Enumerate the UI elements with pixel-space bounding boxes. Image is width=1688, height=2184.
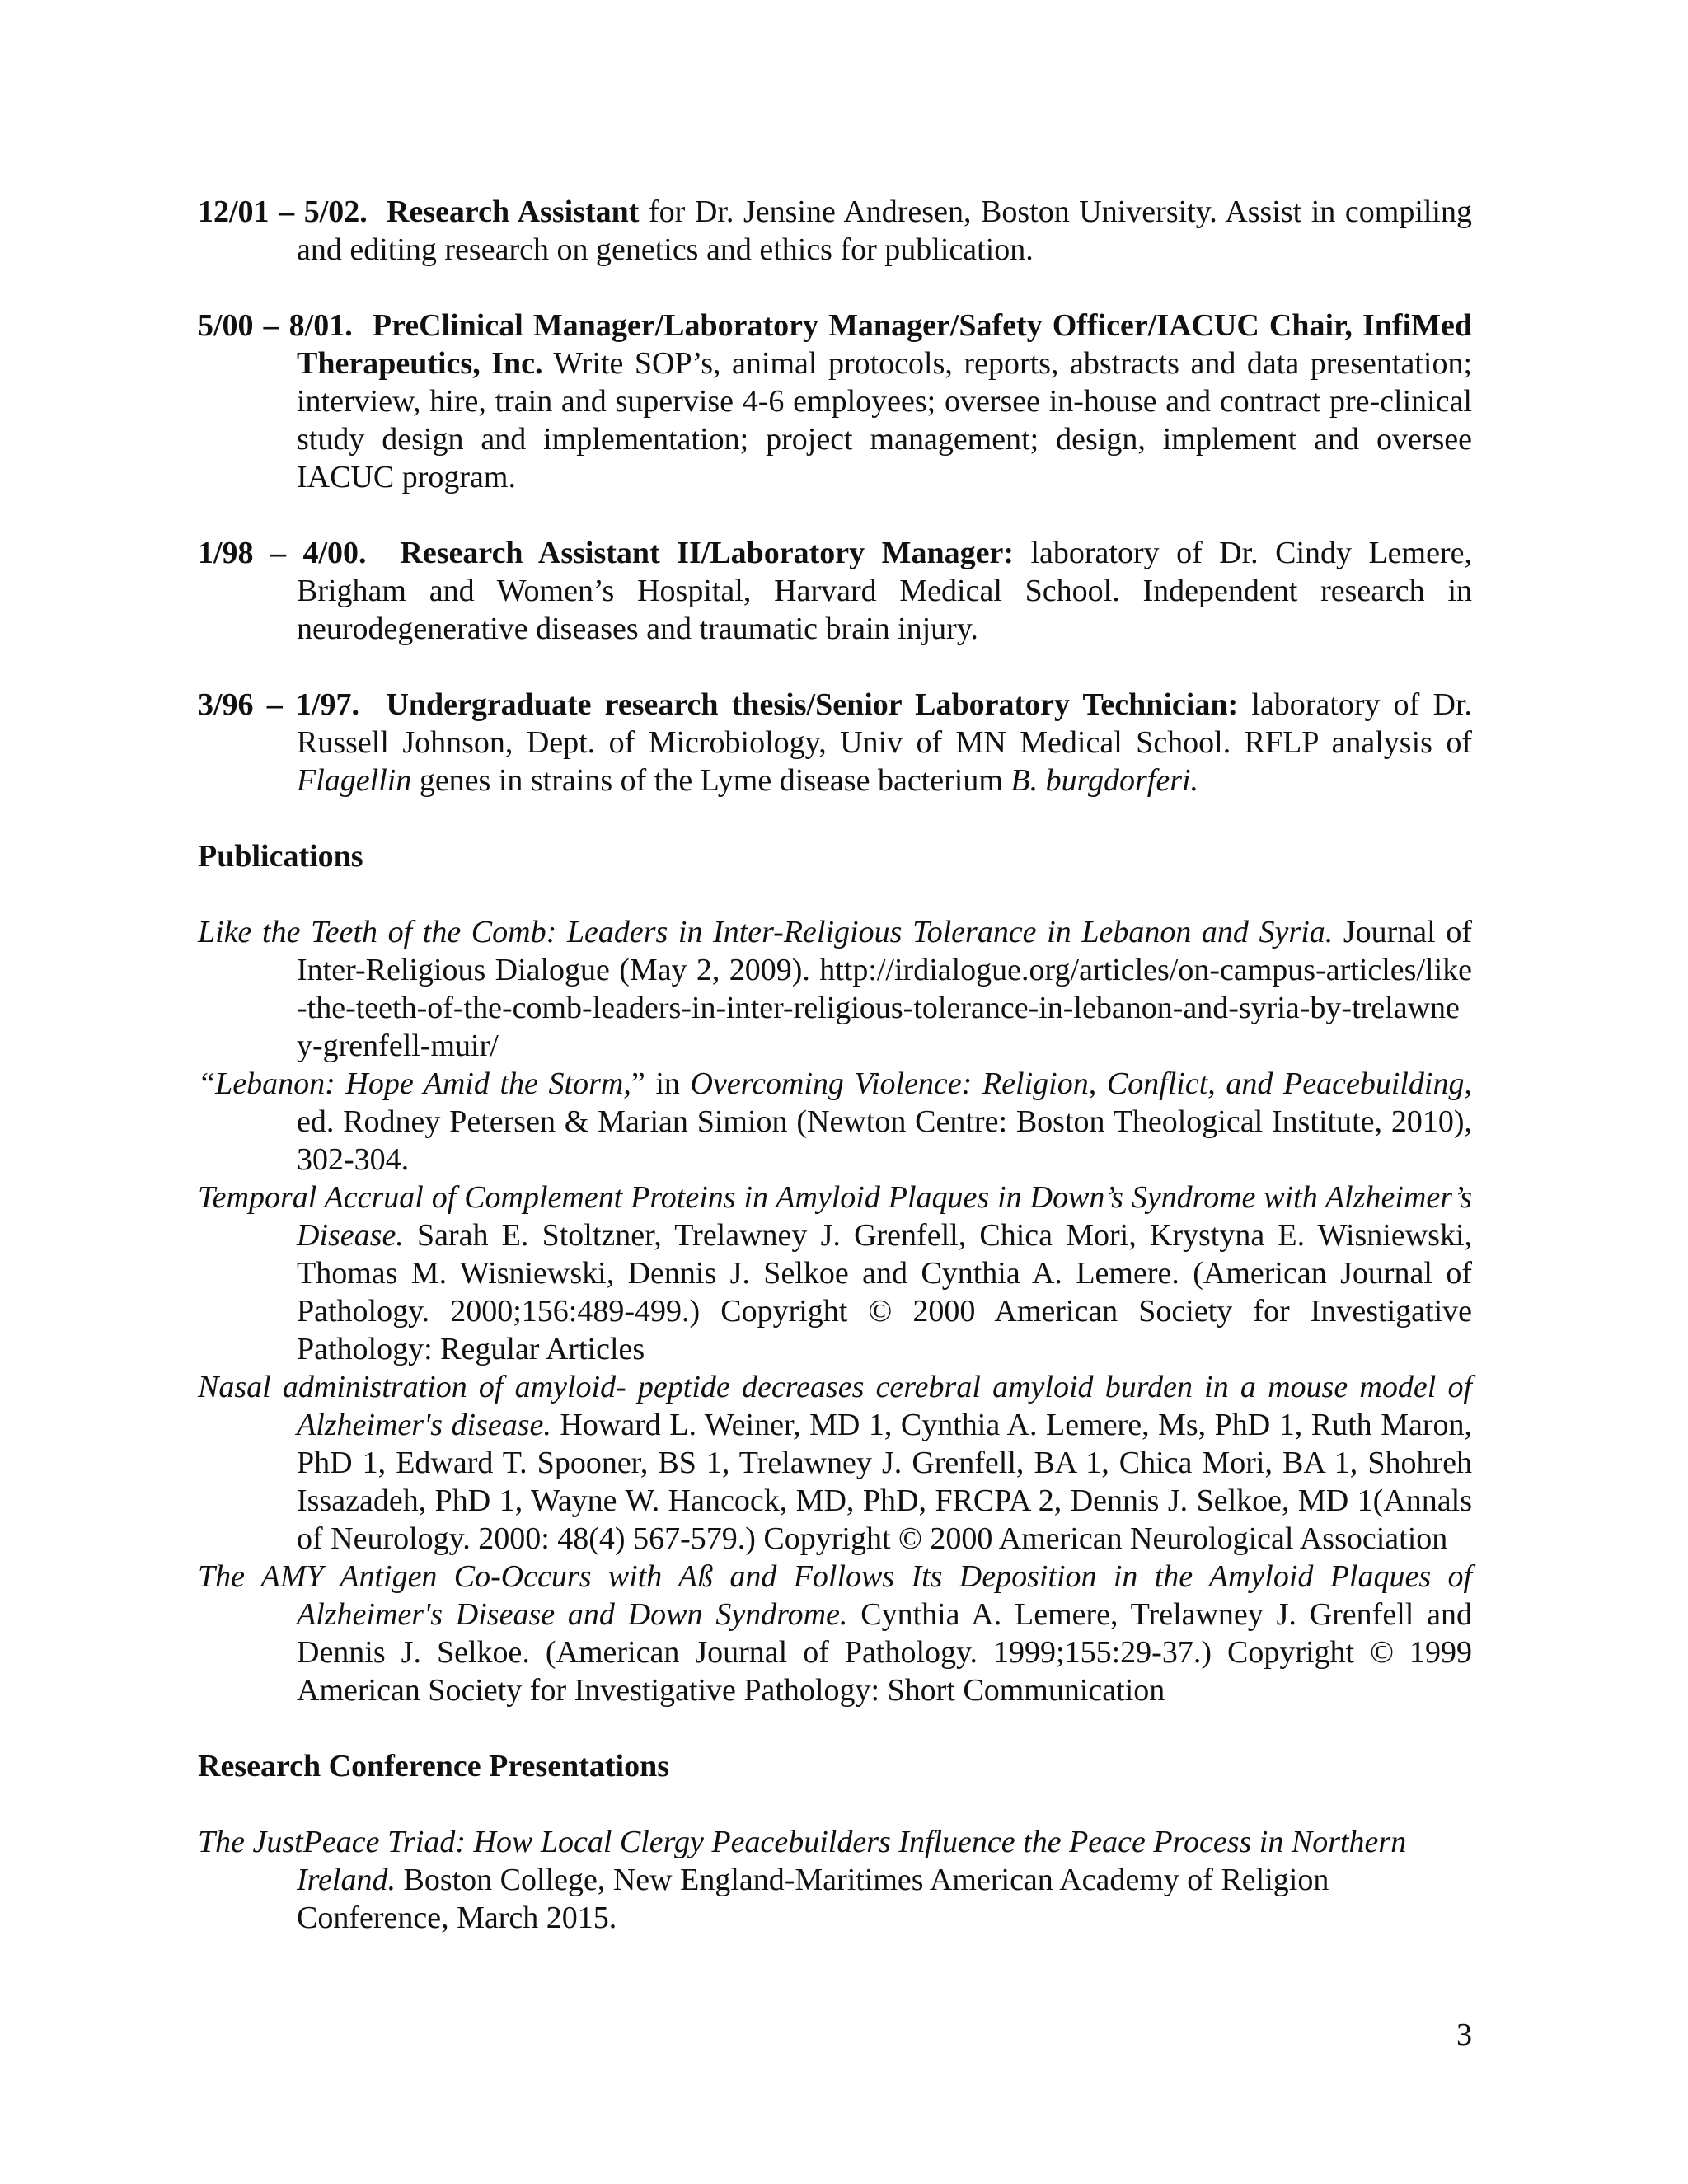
publication-title: “Lebanon: Hope Amid the Storm,	[198, 1066, 631, 1101]
entry-title: Research Assistant	[386, 194, 640, 229]
entry-dates: 3/96 – 1/97.	[198, 687, 359, 722]
entry-description: laboratory of Dr. Russell Johnson, Dept. of Microbiology, Univ of MN Medical School. RFLP analysis of	[297, 687, 1472, 760]
entry-description-cont: genes in strains of the Lyme disease bacterium	[411, 763, 1011, 798]
experience-entry	[198, 686, 1472, 799]
experience-entry	[198, 307, 1472, 496]
publication-connector: ” in	[631, 1066, 691, 1101]
conference-title: The JustPeace Triad: How Local Clergy Peacebuilders Influence the Peace Process in Northern Ireland.	[198, 1825, 1407, 1897]
experience-entry	[198, 193, 1472, 269]
publication-item	[198, 1558, 1472, 1709]
publication-title: Temporal Accrual of Complement Proteins in Amyloid Plaques in Down’s Syndrome with Alzheimer’s Disease.	[198, 1180, 1472, 1253]
publication-title: Nasal administration of amyloid- peptide decreases cerebral amyloid burden in a mouse model of Alzheimer's disease.	[198, 1370, 1472, 1442]
publications-list	[198, 913, 1472, 1709]
conference-item	[198, 1823, 1472, 1937]
entry-title: Undergraduate research thesis/Senior Laboratory Technician:	[386, 687, 1239, 722]
gene-name: Flagellin	[297, 763, 412, 798]
publication-item	[198, 913, 1472, 1065]
experience-entry	[198, 534, 1472, 648]
publication-details: , ed. Rodney Petersen & Marian Simion (Newton Centre: Boston Theological Institute, 2010), 302-304.	[297, 1066, 1472, 1177]
publication-item	[198, 1368, 1472, 1558]
entry-title: PreClinical Manager/Laboratory Manager/Safety Officer/IACUC Chair, InfiMed Therapeutics, Inc.	[297, 308, 1472, 381]
publication-url-link[interactable]: http://irdialogue.org/articles/on-campus-articles/like-the-teeth-of-the-comb-leaders-in-inter-religious-tolerance-in-lebanon-and-syria-by-trelawney-grenfell-muir/	[297, 953, 1472, 1063]
book-title: Overcoming Violence: Religion, Conflict, and Peacebuilding	[690, 1066, 1465, 1101]
entry-dates: 1/98 – 4/00.	[198, 536, 367, 570]
conference-details: Boston College, New England-Maritimes American Academy of Religion Conference, March 2015.	[297, 1863, 1329, 1935]
page-number: 3	[1456, 2018, 1472, 2052]
conferences-heading: Research Conference Presentations	[198, 1749, 669, 1783]
entry-description: laboratory of Dr. Cindy Lemere, Brigham and Women’s Hospital, Harvard Medical School. Independent research in neurodegenerative diseases and traumatic brain injury.	[297, 536, 1472, 646]
publication-item	[198, 1179, 1472, 1368]
publications-heading: Publications	[198, 839, 363, 874]
publication-details: Howard L. Weiner, MD 1, Cynthia A. Lemere, Ms, PhD 1, Ruth Maron, PhD 1, Edward T. Spooner, BS 1, Trelawney J. Grenfell, BA 1, Chica Mori, BA 1, Shohreh Issazadeh, PhD 1, Wayne W. Hancock, MD, PhD, FRCPA 2, Dennis J. Selkoe, MD 1(Annals of Neurology. 2000: 48(4) 567-579.) Copyright © 2000 American Neurological Association	[297, 1408, 1473, 1556]
entry-description: for Dr. Jensine Andresen, Boston University. Assist in compiling and editing research on genetics and ethics for publication.	[297, 194, 1472, 267]
publication-details: Sarah E. Stoltzner, Trelawney J. Grenfell, Chica Mori, Krystyna E. Wisniewski, Thomas M. Wisniewski, Dennis J. Selkoe and Cynthia A. Lemere. (American Journal of Pathology. 2000;156:489-499.) Copyright © 2000 American Society for Investigative Pathology: Regular Articles	[297, 1218, 1472, 1366]
publication-details: Cynthia A. Lemere, Trelawney J. Grenfell and Dennis J. Selkoe. (American Journal of Pathology. 1999;155:29-37.) Copyright © 1999 American Society for Investigative Pathology: Short Communication	[297, 1597, 1472, 1708]
entry-description: Write SOP’s, animal protocols, reports, abstracts and data presentation; interview, hire, train and supervise 4-6 employees; oversee in-house and contract pre-clinical study design and implementation; project management; design, implement and oversee IACUC program.	[297, 346, 1472, 494]
page-content	[198, 193, 1472, 1937]
entry-dates: 12/01 – 5/02.	[198, 194, 368, 229]
publication-details: Journal of Inter-Religious Dialogue (May 2, 2009).	[297, 915, 1472, 987]
publication-title: The AMY Antigen Co-Occurs with Aß and Follows Its Deposition in the Amyloid Plaques of Alzheimer's Disease and Down Syndrome.	[198, 1559, 1472, 1632]
publication-title: Like the Teeth of the Comb: Leaders in Inter-Religious Tolerance in Lebanon and Syria.	[198, 915, 1334, 949]
species-name: B. burgdorferi.	[1010, 763, 1199, 798]
entry-dates: 5/00 – 8/01.	[198, 308, 353, 343]
entry-title: Research Assistant II/Laboratory Manager:	[400, 536, 1015, 570]
publication-item	[198, 1065, 1472, 1179]
